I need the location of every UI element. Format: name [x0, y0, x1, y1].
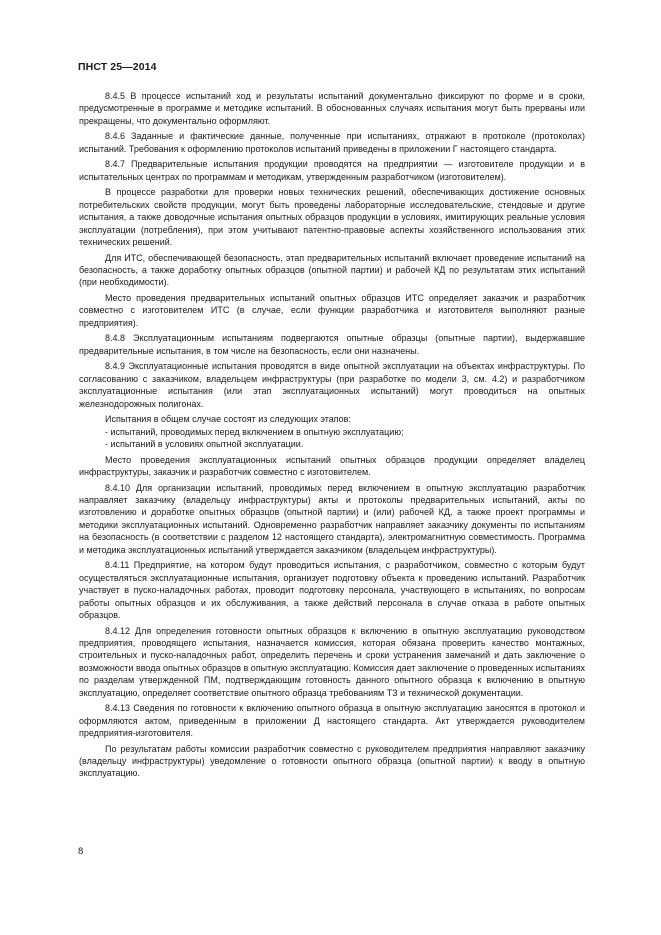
paragraph-8-4-10: 8.4.10 Для организации испытаний, проводимых перед включением в опытную эксплуатацию разработчик направляет заказчику (владельцу инфраструктуры) акты и протоколы предварительных испытаний, акты по изготовлению и доработке опытных образцов (опытной партии) и (или) рабочей КД, а также проект программы и методики эксплуатационных испытаний. Одновременно разработчик направляет заказчику документы по испытаниям на безопасность (в соответствии с разделом 12 настоящего стандарта), электромагнитную совместимость. Программа и методика эксплуатационных испытаний утверждается заказчиком (владельцем инфраструктуры).: [79, 482, 585, 555]
paragraph: Место проведения эксплуатационных испытаний опытных образцов продукции определяет владелец инфраструктуры, заказчик и разработчик совместно с изготовителем.: [79, 454, 585, 478]
paragraph-8-4-9: 8.4.9 Эксплуатационные испытания проводятся в виде опытной эксплуатации на объектах инфраструктуры. По согласованию с заказчиком, владельцем инфраструктуры (при разработке по модели 3, см. 4.2) и разработчиком эксплуатационные испытания (или этап эксплуатационных испытаний) могут проводиться на опытных железнодорожных полигонах.: [79, 361, 585, 409]
paragraph-8-4-6: 8.4.6 Заданные и фактические данные, полученные при испытаниях, отражают в протоколе (протоколах) испытаний. Требования к оформлению протоколов испытаний приведены в приложении Г настоящего стандарта.: [79, 131, 585, 154]
paragraph-8-4-12: 8.4.12 Для определения готовности опытных образцов к включению в опытную эксплуатацию руководством предприятия, проводящего испытания, назначается комиссия, которая обязана проверить качество монтажных, строительных и пуско-наладочных работ, определить перечень и сроки устранения замечаний и дать заключение о возможности ввода опытных образцов в опытную эксплуатацию. Комиссия дает заключение о проведенных испытаниях по разделам утвержденной ПМ, подтверждающим готовность данного опытного образца к включению в опытную эксплуатацию, определяет соответствие опытного образца требованиям ТЗ и технической документации.: [79, 625, 585, 698]
document-header: ПНСТ 25—2014: [78, 61, 157, 73]
paragraph: В процессе разработки для проверки новых технических решений, обеспечивающих достижение основных потребительских свойств продукции, могут быть проведены лабораторные исследовательские, стендовые и другие испытания, а также доводочные испытания опытных образцов продукции в условиях, имитирующих реальные условия эксплуатации (потребления), при этом учитывают патентно-правовые аспекты хозяйственного использования этих технических решений.: [79, 187, 585, 248]
paragraph: Место проведения предварительных испытаний опытных образцов ИТС определяет заказчик и разработчик совместно с изготовителем ИТС (в случае, если функции разработчика и изготовителя выполняют разные предприятия).: [79, 293, 585, 328]
paragraph-8-4-5: 8.4.5 В процессе испытаний ход и результаты испытаний документально фиксируют по форме и в сроки, предусмотренные в программе и методике испытаний. В обоснованных случаях испытания могут быть прерваны или прекращены, что документально оформляют.: [79, 91, 585, 126]
paragraph-8-4-8: 8.4.8 Эксплуатационным испытаниям подвергаются опытные образцы (опытные партии), выдержавшие предварительные испытания, в том числе на безопасность, если они назначены.: [79, 333, 585, 356]
paragraph: По результатам работы комиссии разработчик совместно с руководителем предприятия направляют заказчику (владельцу инфраструктуры) уведомление о готовности опытного образца (опытной партии) к вводу в опытную эксплуатацию.: [79, 743, 585, 779]
list-item: - испытаний, проводимых перед включением в опытную эксплуатацию;: [105, 426, 404, 437]
document-body: [79, 90, 585, 780]
page-number: 8: [78, 846, 84, 857]
list-item: - испытаний в условиях опытной эксплуатации.: [105, 439, 304, 450]
paragraph-8-4-13: 8.4.13 Сведения по готовности к включению опытного образца в опытную эксплуатацию заносятся в протокол и оформляются актом, приведенным в приложении Д настоящего стандарта. Акт утверждается руководителем предприятия-изготовителя.: [79, 703, 585, 738]
paragraph: Испытания в общем случае состоят из следующих этапов:: [105, 414, 351, 425]
paragraph-8-4-11: 8.4.11 Предприятие, на котором будут проводиться испытания, с разработчиком, совместно с которым будут осуществляться эксплуатационные испытания, организует подготовку объекта к проведению испытаний. Разработчик участвует в пуско-наладочных работах, проводит подготовку персонала, участвующего в испытаниях, по вопросам работы опытных образцов и их обслуживания, а также действий персонала в случае отказа в работе опытных образцов.: [79, 560, 585, 620]
paragraph-8-4-7: 8.4.7 Предварительные испытания продукции проводятся на предприятии — изготовителе продукции и в испытательных центрах по программам и методикам, утвержденным разработчиком (изготовителем).: [79, 159, 585, 182]
paragraph: Для ИТС, обеспечивающей безопасность, этап предварительных испытаний включает проведение испытаний на безопасность, а также доработку опытных образцов (опытной партии) и рабочей КД по результатам этих испытаний (при необходимости).: [79, 252, 585, 288]
